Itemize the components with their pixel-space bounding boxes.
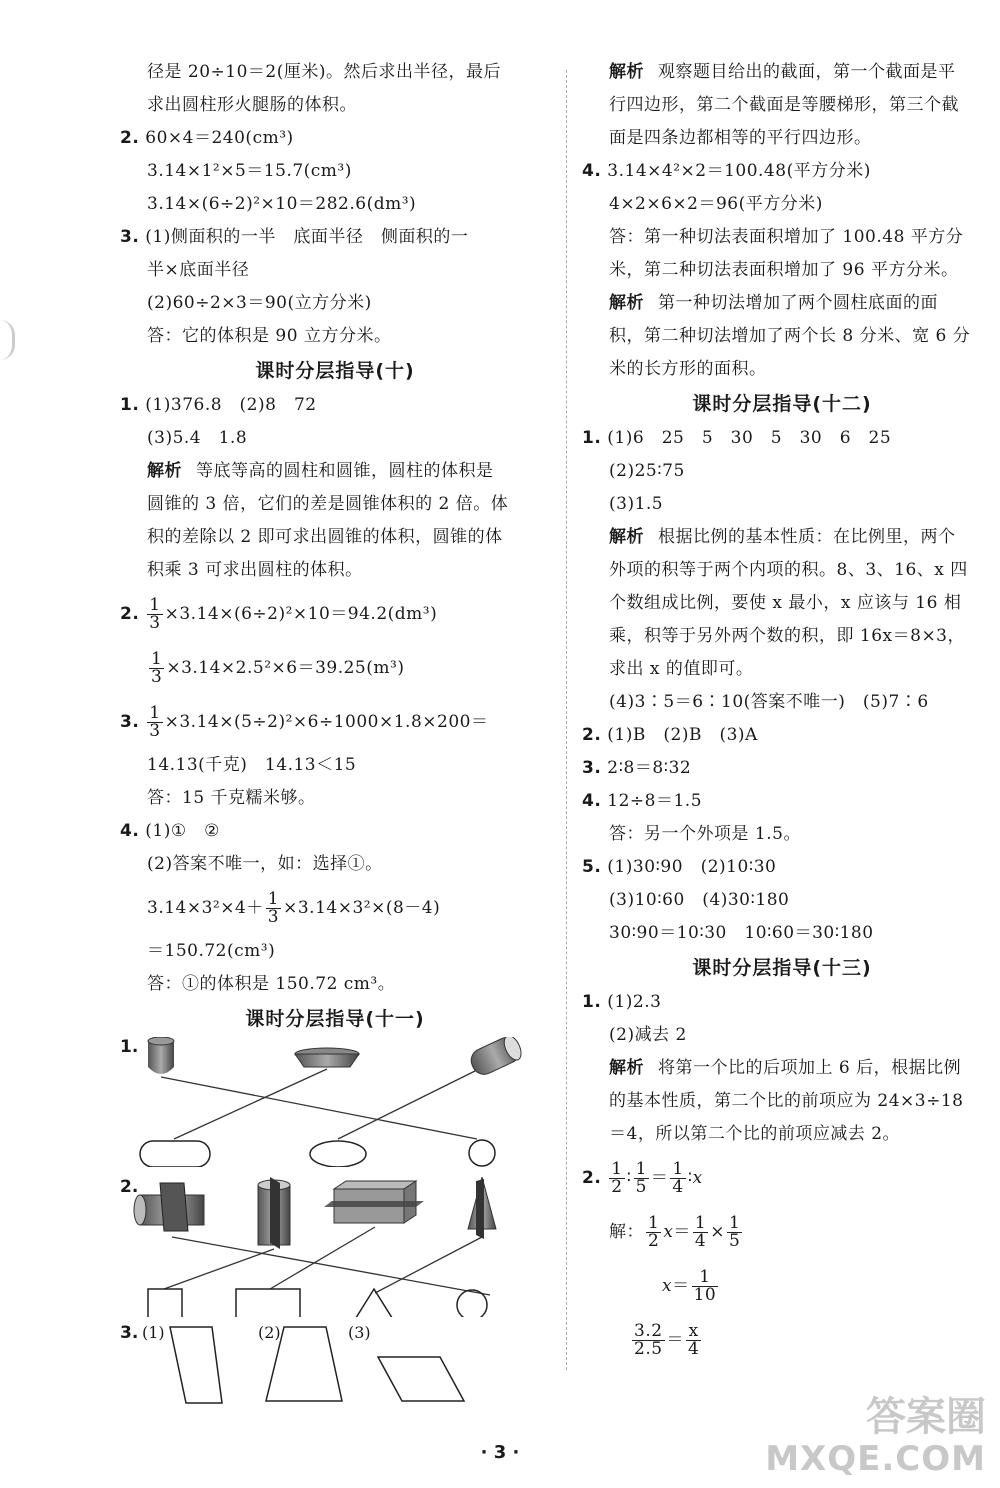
text-line: ＝150.72(cm³)	[147, 941, 276, 961]
fraction: $\frac{1}{4}$	[694, 1213, 707, 1251]
text-line: 径是 20÷10＝2(厘米)。然后求出半径，最后	[147, 62, 501, 82]
question-number: 2.	[120, 128, 140, 148]
fraction: $\frac{1}{5}$	[635, 1159, 647, 1197]
section-shapes-diagram	[120, 1323, 550, 1413]
cut-solids-diagram	[120, 1177, 550, 1317]
question-number: 1.	[582, 428, 602, 448]
text-line: (1)376.8 (2)8 72	[145, 395, 317, 415]
text-line: 4×2×6×2＝96(平方分米)	[609, 194, 823, 214]
fraction: $\frac{1}{10}$	[693, 1267, 717, 1305]
text-line: 30∶90＝10∶30 10∶60＝30∶180	[609, 923, 874, 943]
question-number: 3.	[120, 227, 140, 247]
fraction: $\frac{1}{3}$	[267, 889, 280, 927]
text-line: 外项的积等于两个内项的积。8、3、16、x 四	[609, 560, 968, 580]
fraction: $\frac{1}{5}$	[729, 1213, 741, 1251]
text-line: 求出 x 的值即可。	[609, 659, 754, 679]
text-line: 14.13(千克) 14.13＜15	[147, 755, 357, 775]
question-number: 4.	[582, 161, 602, 181]
matching-figure-2	[120, 1177, 550, 1317]
text-line: 面是四条边都相等的平行四边形。	[609, 128, 872, 148]
text-line: 答：它的体积是 90 立方分米。	[147, 326, 392, 346]
fraction: $\frac{x}{4}$	[688, 1321, 700, 1359]
text-line: (3)10∶60 (4)30∶180	[609, 890, 790, 910]
solution-label: 解：	[609, 1222, 644, 1242]
text-line: 个数组成比例，要使 x 最小，x 应该与 16 相	[609, 593, 962, 613]
cylinder-cut-icon	[134, 1183, 204, 1231]
text-line: 积乘 3 可求出圆柱的体积。	[147, 560, 363, 580]
text-line: ＝4，所以第二个比的前项应减去 2。	[609, 1124, 901, 1144]
text-line: ×3.14×(5÷2)²×6÷1000×1.8×200＝	[164, 712, 489, 732]
watermark	[765, 1396, 986, 1480]
sections-figure-3	[120, 1323, 550, 1413]
text-line: ×3.14×3²×(8－4)	[283, 898, 441, 918]
text-line: 60×4＝240(cm³)	[145, 128, 294, 148]
fraction: $\frac{1}{3}$	[151, 649, 163, 687]
rhombus-shape	[378, 1357, 464, 1401]
fraction: $\frac{1}{3}$	[149, 703, 161, 741]
text-line: (3)1.5	[609, 494, 664, 514]
text-line: (1)① ②	[145, 821, 220, 841]
section-title: 课时分层指导(十一)	[245, 1008, 425, 1030]
dish-solid-icon	[295, 1048, 359, 1067]
text-line: 答：另一个外项是 1.5。	[609, 824, 801, 844]
question-number: 4.	[582, 791, 602, 811]
text-line: (1)B (2)B (3)A	[607, 725, 758, 745]
text-line: 乘，积等于另外两个数的积，即 16x＝8×3，	[609, 626, 965, 646]
question-number: 5.	[582, 857, 602, 877]
matching-figure-1	[120, 1037, 550, 1167]
text-line: 积，第二种切法增加了两个长 8 分米、宽 6 分	[609, 326, 971, 346]
sub-label: (2)	[258, 1323, 281, 1342]
text-line: ×3.14×2.5²×6＝39.25(m³)	[166, 658, 405, 678]
question-number: 1.	[120, 1037, 139, 1057]
triangle-shape	[354, 1289, 394, 1317]
left-column	[120, 56, 550, 1413]
text-line: (2)60÷2×3＝90(立方分米)	[147, 293, 372, 313]
text-line: (1)6 25 5 30 5 30 6 25	[607, 428, 892, 448]
analysis-label: 解析	[609, 62, 644, 82]
text-line: 2∶8＝8∶32	[607, 758, 692, 778]
text-line: 答：①的体积是 150.72 cm³。	[147, 974, 396, 994]
fraction: $\frac{1}{3}$	[149, 595, 161, 633]
vertical-cylinder-cut-icon	[258, 1177, 290, 1249]
text-line: (1)30∶90 (2)10∶30	[607, 857, 777, 877]
circle-shape	[457, 1290, 487, 1317]
ellipse-shape	[310, 1141, 366, 1167]
analysis-label: 解析	[147, 461, 182, 481]
text-line: 观察题目给出的截面，第一个截面是平	[658, 62, 956, 82]
parallelogram-shape	[170, 1327, 222, 1403]
question-number: 2.	[582, 725, 602, 745]
bullet-solid-icon	[148, 1037, 174, 1074]
circle-shape	[469, 1140, 495, 1166]
section-title: 课时分层指导(十)	[255, 360, 415, 382]
fraction: $\frac{1}{4}$	[672, 1159, 684, 1197]
text-line: (3)5.4 1.8	[147, 428, 248, 448]
question-number: 2.	[120, 1177, 139, 1197]
text-line: ×3.14×(6÷2)²×10＝94.2(dm³)	[164, 604, 438, 624]
text-line: (2)25∶75	[609, 461, 685, 481]
solids-and-sections-diagram	[120, 1037, 550, 1167]
text-line: 米的长方形的面积。	[609, 359, 767, 379]
text-line: 3.14×(6÷2)²×10＝282.6(dm³)	[147, 194, 417, 214]
text-line: (4)3∶5＝6∶10(答案不唯一) (5)7∶6	[609, 692, 929, 712]
question-number: 1.	[582, 992, 602, 1012]
tilted-cylinder-icon	[467, 1037, 524, 1078]
section-title: 课时分层指导(十二)	[692, 393, 872, 415]
rectangle-shape	[236, 1289, 300, 1317]
text-line: 求出圆柱形火腿肠的体积。	[147, 95, 357, 115]
sub-label: (1)	[142, 1323, 165, 1342]
analysis-label: 解析	[609, 293, 644, 313]
fraction: $\frac{1}{2}$	[648, 1213, 660, 1251]
analysis-label: 解析	[609, 1058, 644, 1078]
watermark-url: MXQE.COM	[765, 1439, 986, 1479]
question-number: 3.	[120, 712, 140, 732]
text-line: 行四边形，第二个截面是等腰梯形，第三个截	[609, 95, 959, 115]
right-column: 解析 观察题目给出的截面，第一个截面是平 行四边形，第二个截面是等腰梯形，第三个截 面是四条边都相等的平行四边形。 4. 3.14×4²×2＝100.48(平方分米) 4×2×6×2＝96(平方分米) 答：第一种切法表面积增加了 100.48 平方分 米，第二种切法表面积增加了 96 平方分米。 解析 第一种切法增加了两个圆柱底面的面 积，第二种切法增加了两个长 8 分米、宽 6 分 米的长方形的面积。 课时分层指导(十二) 1. (1)6 25 5 30 5 30 6 25 (2)25∶75 (3)1.5 解析 根据比例的基本性质：在比例里，两个 外项的积等于两个内项的积。8、3、16、x 四 个数组成比例，要使 x 最小，x 应该与 16 相 乘，积等于另外两个数的积，即 16x＝8×3， 求出 x 的值即可。 (4)3∶5＝6∶10(答案不唯一) (5)7∶6 2. (1)B (2)B (3)A 3. 2∶8＝8∶32 4. 12÷8＝1.5 答：另一个外项是 1.5。 5. (1)30∶90 (2)10∶30 (3)10∶60 (4)30∶180 30∶90＝10∶30 10∶60＝30∶180 课时分层指导(十三) 1. (1)2.3 (2)减去 2 解析 将第一个比的后项加上 6 后，根据比例 的基本性质，第二个比的前项应为 24×3÷18 ＝4，所以第二个比的前项应减去 2。 2. $\frac{1}{2}$ ∶ $\frac{1}{5}$ ＝ $\frac{1}{4}$ ∶x 解： $\frac{1}{2}$ x＝ $\frac{1}{4}$ × $\frac{1}{5}$ x＝ $\frac{1}{10}$ $\frac{3.2}{2.5}$ ＝ $\frac{x}{4}$	[582, 56, 982, 1367]
trapezoid-shape	[266, 1327, 342, 1401]
question-number: 4.	[120, 821, 140, 841]
text-line: 第一种切法增加了两个圆柱底面的面	[658, 293, 938, 313]
text-line: 将第一个比的后项加上 6 后，根据比例	[658, 1058, 962, 1078]
question-number: 2.	[582, 1168, 602, 1188]
text-line: 根据比例的基本性质：在比例里，两个	[658, 527, 956, 547]
text-line: 半×底面半径	[147, 260, 250, 280]
text-line: 答：第一种切法表面积增加了 100.48 平方分	[609, 227, 964, 247]
text-line: (2)减去 2	[609, 1025, 687, 1045]
text-line: (1)侧面积的一半 底面半径 侧面积的一	[145, 227, 469, 247]
text-line: 积的差除以 2 即可求出圆锥的体积，圆锥的体	[147, 527, 503, 547]
text-line: 等底等高的圆柱和圆锥，圆柱的体积是	[196, 461, 494, 481]
watermark-logo-text: 答案圈	[866, 1394, 986, 1440]
sub-label: (3)	[348, 1323, 371, 1342]
text-line: 米，第二种切法表面积增加了 96 平方分米。	[609, 260, 959, 280]
text-line: 3.14×1²×5＝15.7(cm³)	[147, 161, 352, 181]
analysis-label: 解析	[609, 527, 644, 547]
question-number: 3.	[582, 758, 602, 778]
text-line: 12÷8＝1.5	[607, 791, 703, 811]
page-number: · 3 ·	[480, 1442, 520, 1463]
square-shape	[148, 1289, 182, 1317]
text-line: 的基本性质，第二个比的前项应为 24×3÷18	[609, 1091, 964, 1111]
stadium-shape	[140, 1141, 210, 1167]
text-line: 答：15 千克糯米够。	[147, 788, 316, 808]
question-number: 2.	[120, 604, 140, 624]
cone-cut-icon	[468, 1177, 496, 1239]
text-line: 3.14×4²×2＝100.48(平方分米)	[607, 161, 871, 181]
section-title: 课时分层指导(十三)	[692, 957, 872, 979]
cuboid-cut-icon	[324, 1181, 424, 1223]
text-line: 3.14×3²×4＋	[147, 898, 264, 918]
fraction: $\frac{3.2}{2.5}$	[634, 1321, 663, 1359]
text-line: 圆锥的 3 倍，它们的差是圆锥体积的 2 倍。体	[147, 494, 509, 514]
question-number: 3.	[120, 1323, 139, 1343]
text-line: (2)答案不唯一，如：选择①。	[147, 854, 383, 874]
text-line: (1)2.3	[607, 992, 662, 1012]
fraction: $\frac{1}{2}$	[611, 1159, 623, 1197]
column-divider	[566, 70, 567, 1370]
question-number: 1.	[120, 395, 140, 415]
page-edge-mark	[0, 320, 15, 360]
